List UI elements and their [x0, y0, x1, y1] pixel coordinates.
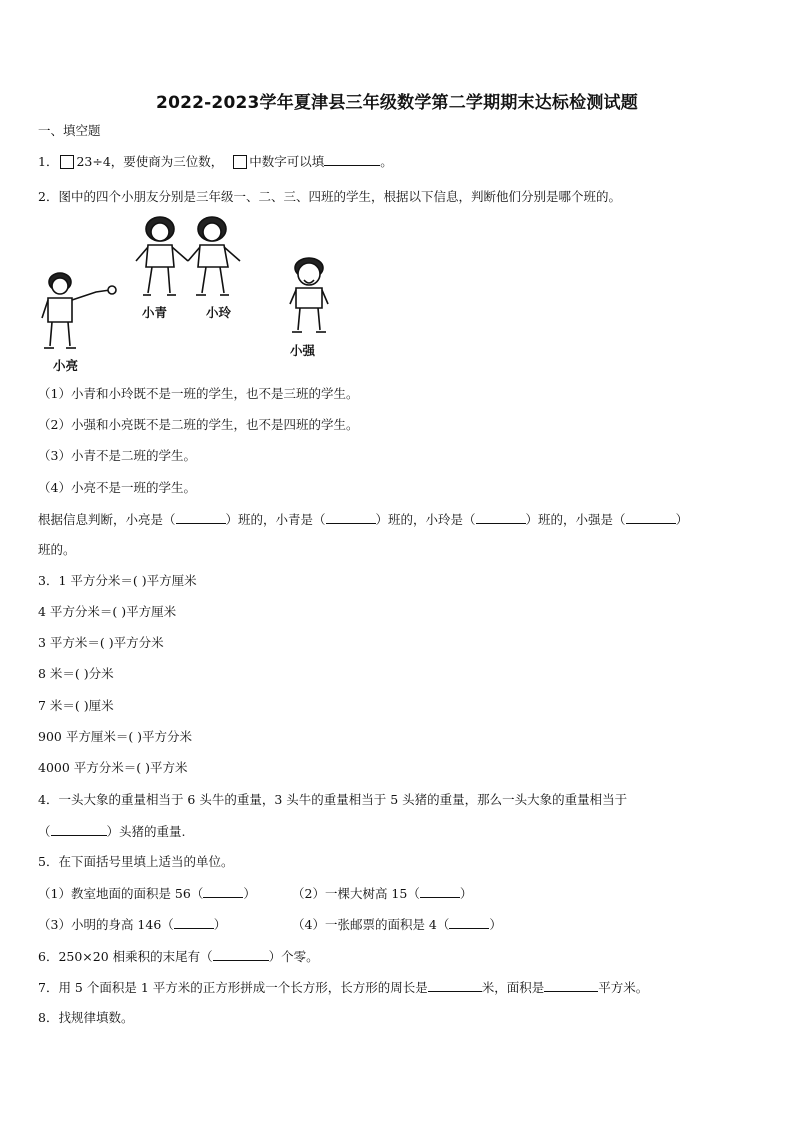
answer-text: ）班的，小青是（ — [225, 512, 326, 527]
label-xiaoling: 小玲 — [206, 305, 232, 320]
answer-text: （4）一张邮票的面积是 4（ — [292, 917, 450, 932]
answer-blank[interactable] — [51, 823, 107, 836]
answer-text: ） — [243, 886, 256, 901]
answer-text: （ — [38, 824, 51, 839]
digit-box[interactable] — [60, 155, 74, 169]
q1-text-2: 中数字可以填 — [249, 154, 325, 169]
answer-blank[interactable] — [213, 948, 269, 961]
answer-text: ）个零。 — [268, 949, 319, 964]
answer-text: ） — [489, 917, 502, 932]
answer-text: ）头猪的重量. — [106, 824, 186, 839]
label-xiaoqing: 小青 — [142, 305, 168, 320]
question-6 — [38, 948, 319, 965]
q3-item: 4000 平方分米＝( )平方米 — [38, 760, 188, 775]
answer-text: （1）教室地面的面积是 56（ — [38, 886, 204, 901]
q3-item: 7 米＝( )厘米 — [38, 698, 114, 713]
clue-3: （3）小青不是二班的学生。 — [38, 448, 196, 463]
boy-xiaoqiang-illustration — [284, 256, 334, 336]
answer-text: 平方米。 — [598, 980, 649, 995]
answer-text: 米，面积是 — [481, 980, 545, 995]
label-xiaoliang: 小亮 — [53, 358, 79, 373]
question-2-answer-line — [38, 511, 688, 528]
question-4-line1: 4．一头大象的重量相当于 6 头牛的重量，3 头牛的重量相当于 5 头猪的重量，那么一头大象的重量相当于 — [38, 792, 628, 807]
question-5-stem: 5．在下面括号里填上适当的单位。 — [38, 854, 234, 869]
answer-text: 6．250×20 相乘积的末尾有（ — [38, 949, 213, 964]
answer-blank[interactable] — [476, 511, 526, 524]
clue-4: （4）小亮不是一班的学生。 — [38, 480, 196, 495]
answer-text: ）班的，小玲是（ — [375, 512, 476, 527]
answer-text: （2）一棵大树高 15（ — [292, 886, 420, 901]
answer-blank[interactable] — [174, 916, 214, 929]
answer-blank[interactable] — [428, 979, 482, 992]
label-xiaoqiang: 小强 — [290, 343, 316, 358]
question-2-answer-tail: 班的。 — [38, 542, 76, 557]
answer-text: 根据信息判断，小亮是（ — [38, 512, 176, 527]
clue-1: （1）小青和小玲既不是一班的学生，也不是三班的学生。 — [38, 386, 359, 401]
q5-item — [38, 885, 256, 902]
q1-end: 。 — [380, 154, 393, 169]
page-title: 2022-2023学年夏津县三年级数学第二学期期末达标检测试题 — [156, 93, 638, 113]
q3-item: 900 平方厘米＝( )平方分米 — [38, 729, 193, 744]
q5-item — [38, 916, 226, 933]
q3-item: 8 米＝( )分米 — [38, 666, 114, 681]
answer-blank[interactable] — [203, 885, 243, 898]
answer-blank[interactable] — [420, 885, 460, 898]
question-1 — [38, 153, 393, 170]
question-2-stem: 2．图中的四个小朋友分别是三年级一、二、三、四班的学生，根据以下信息，判断他们分别是哪个班的。 — [38, 189, 621, 204]
question-4-line2 — [38, 823, 186, 840]
answer-text: ） — [675, 512, 689, 527]
answer-blank[interactable] — [449, 916, 489, 929]
question-8: 8．找规律填数。 — [38, 1010, 134, 1025]
q3-item: 3．1 平方分米＝( )平方厘米 — [38, 573, 197, 588]
answer-text: （3）小明的身高 146（ — [38, 917, 174, 932]
answer-text: ） — [459, 886, 473, 901]
q5-item — [292, 885, 472, 902]
section-heading: 一、填空题 — [38, 123, 101, 138]
answer-text: 7．用 5 个面积是 1 平方米的正方形拼成一个长方形，长方形的周长是 — [38, 980, 428, 995]
answer-blank[interactable] — [176, 511, 226, 524]
question-7 — [38, 979, 648, 996]
answer-blank[interactable] — [324, 153, 380, 166]
answer-blank[interactable] — [544, 979, 598, 992]
q3-item: 3 平方米＝( )平方分米 — [38, 635, 164, 650]
q5-item — [292, 916, 502, 933]
answer-text: ）班的，小强是（ — [525, 512, 626, 527]
q3-item: 4 平方分米＝( )平方厘米 — [38, 604, 177, 619]
girls-illustration — [130, 215, 250, 301]
q1-number: 1． — [38, 154, 59, 169]
answer-blank[interactable] — [626, 511, 676, 524]
answer-text: ） — [213, 917, 227, 932]
boy-xiaoliang-illustration — [38, 270, 122, 352]
digit-box[interactable] — [233, 155, 247, 169]
q1-text-1: 23÷4，要使商为三位数， — [76, 154, 224, 169]
clue-2: （2）小强和小亮既不是二班的学生，也不是四班的学生。 — [38, 417, 359, 432]
answer-blank[interactable] — [326, 511, 376, 524]
